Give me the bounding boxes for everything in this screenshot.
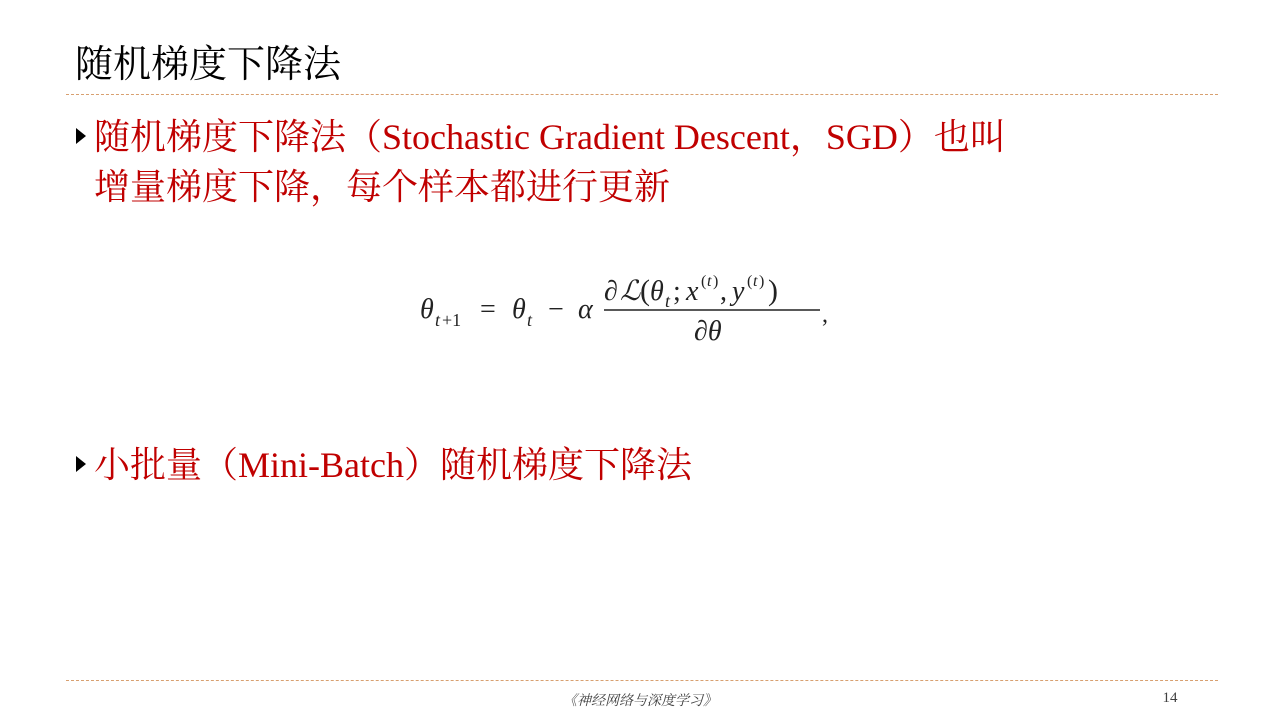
slide-title: 随机梯度下降法	[75, 42, 342, 86]
svg-text:∂θ: ∂θ	[694, 316, 722, 347]
svg-text:∂: ∂	[604, 276, 618, 307]
svg-text:t: t	[435, 310, 441, 330]
svg-text:): )	[713, 273, 719, 290]
svg-text:θ: θ	[512, 294, 526, 325]
bullet-arrow-icon	[76, 128, 86, 144]
svg-text:,: ,	[720, 276, 727, 307]
bullet-sgd	[76, 112, 1196, 212]
bullet-minibatch-line1: 小批量（Mini-Batch）随机梯度下降法	[94, 445, 692, 485]
svg-text:ℒ: ℒ	[620, 276, 641, 307]
svg-text:+1: +1	[442, 310, 462, 330]
footer-divider	[66, 680, 1218, 681]
svg-text:;: ;	[673, 276, 681, 307]
bullet-minibatch	[76, 440, 976, 490]
svg-text:x: x	[686, 276, 699, 307]
title-divider	[66, 94, 1218, 95]
svg-text:t: t	[665, 291, 671, 311]
bullet-sgd-line2: 增量梯度下降，每个样本都进行更新	[94, 167, 671, 207]
svg-text:−: −	[548, 294, 564, 325]
svg-text:): )	[768, 274, 778, 307]
svg-text:(: (	[701, 273, 707, 290]
svg-text:t: t	[527, 310, 533, 330]
svg-text:,: ,	[822, 302, 828, 328]
bullet-arrow-icon	[76, 456, 86, 472]
svg-text:θ: θ	[650, 276, 664, 307]
page-number: 14	[1162, 690, 1178, 706]
svg-text:(: (	[640, 274, 650, 307]
svg-text:t: t	[707, 273, 712, 290]
svg-text:): )	[759, 273, 765, 290]
svg-text:t: t	[753, 273, 758, 290]
bullet-sgd-line1: 随机梯度下降法（Stochastic Gradient Descent，SGD）也叫	[94, 117, 1006, 157]
footer-book-title: 《神经网络与深度学习》	[563, 693, 717, 709]
svg-text:α: α	[578, 294, 593, 325]
svg-text:θ: θ	[420, 294, 434, 325]
svg-text:(: (	[747, 273, 753, 290]
sgd-update-formula	[418, 262, 838, 352]
svg-text:=: =	[480, 294, 496, 325]
svg-text:y: y	[732, 276, 745, 307]
